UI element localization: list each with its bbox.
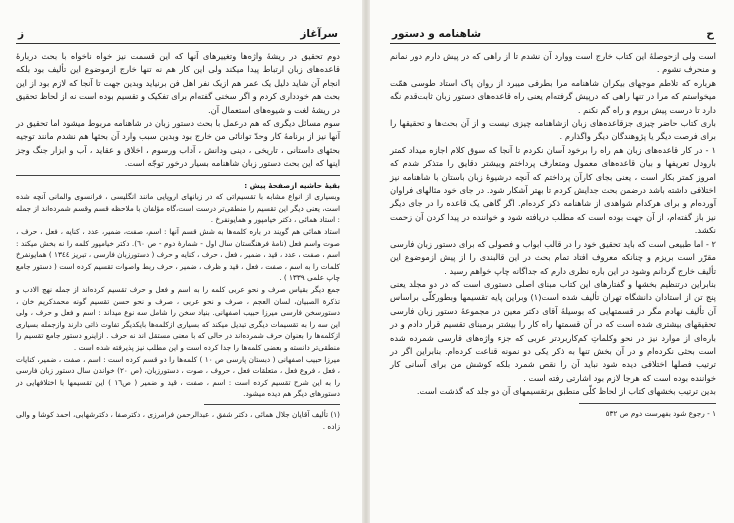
footnotes (16, 180, 340, 400)
paragraph: سوم مسائل دیگری که هم درعمل با بحث دستور زبان در شاهنامه مربوط میشود اما تحقیق در آنها نیز از برنامهٔ کار وحدّ توانائی من خارج بود وبدین سبب وارد آن بحثها هم نشدم مانند توجیه بحثهای داستانی ، تاریخی ، دینی ودانش ، آداب ورسوم ، اخلاق و عقاید ، آب و ابزار جنگ وجز اینها که این بحث دستور زبان شاهنامه بسیار درخور توجّه است. (16, 118, 340, 169)
book-gutter (362, 0, 370, 523)
running-title: سرآغاز (300, 28, 338, 40)
main-text (390, 50, 716, 399)
footnote-paragraph: وبسیاری از انواع مشابه با تقسیم‌اتی که در زبانهای اروپایی مانند انگلیسی ، فرانسوی والمانی آنچه شده است، یعنی دیگر این تقسیم را منطقی‌تر درست است،گاه مؤلفان با ملاحظه قسم وقسم شمرده‌اند از جمله : استاد همائی ، دکتر خیامپور و همایونفرخ . (16, 192, 340, 225)
page-number: ز (18, 28, 25, 40)
paragraph: باری کتاب حاضر چیزی جزقاعده‌های زبان ازشاهنامه چیزی نیست و از آن بحث‌ها و تحقیقها را برای فرصت دیگر یا پژوهندگان دیگر واگذارم . (390, 118, 716, 142)
right-page (370, 0, 734, 523)
paragraph: ١ - در کار قاعده‌های زبان هم راه را برخود آسان نکردم تا آنجا که سوق کلام اجازه میداد کمتر بارودل تعریفها و بیان قاعده‌های معمول ومتعارف پرداختم وبیشتر دقایق را متذکر شدم که امروز کمتر بکار است ، یعنی بجای کارآن پرداختم که آنچه درشیوهٔ زبان باستان با شاهنامه نیز اختلافی داشته باشد درضمن بحث جدایش کردم تا بهتر آشکار شود. در جای خود مثالهای فراوان آورده‌ام و برای هرکدام شواهدی از شاهنامه ذکر کرده‌ام. اگر گاهی یک قاعده را در جای دیگر نیز باز گفته‌ام، از آن جهت بوده است که مطلب دریافته شود و خواننده در پیدا کردن آن زحمت نکشد. (390, 144, 716, 236)
footnote-heading: بقیهٔ حاشیه ازصفحهٔ پیش : (244, 180, 340, 190)
paragraph: ٢ - اما طبیعی است که باید تحقیق خود را در قالب ابواب و فصولی که برای دستور زبان فارسی مقرّر است بریزم و چنانکه معروف افتاد تمام بحث در این قالبندی را از پیش ازموضوع این تألیف خارج گردانم وشود در این باره نظری دارم که جداگانه چاپ خواهم رسید . (390, 238, 716, 276)
footnote-paragraph: استاد همائی هم گویند در باره کلمه‌ها به شش قسم آنها : اسم، صفت، ضمیر، عدد ، کنایه ، فعل ، حرف ، صوت واسم فعل (نامهٔ فرهنگستان سال اول - شمارهٔ دوم - ص ٦٠). دکتر خیامپور کلمه را نه بخش میکند : اسم ، صفت ، عدد ، قید ، ضمیر ، فعل ، حرف ، کنایه و حرف ( دستورزبان فارسی ، تبریز ١٣٤٤ ) همایونفرخ کلمات را به اسم ، صفت ، فعل ، قید و ظرف ، ضمیر ، حرف ربط واصوات تقسیم کرده است ( دستور جامع چاپ علمی ١٣٣٩ ) . (16, 227, 340, 283)
paragraph: دوم تحقیق در ریشهٔ واژه‌ها وتغییرهای آنها که این قسمت نیز خواه ناخواه با بحث دربارهٔ قاعده‌های زبان ارتباط پیدا میکند ولی این کار هم نه تنها خارج ازموضوع این تألیف بود بلکه انجام آن شاید دلیل یک عمر هم ازیک نفر اهل فن برنیاید وبدین جهت تا آنجا که لازم بود از این بحث هم خودداری کردم و اگر سخنی گفته‌ام برای تفکیک و تقسیم بوده است نه از لحاظ تحقیق در ریشهٔ لغت و شیوه‌های استعمال آن. (16, 51, 340, 115)
paragraph: است ولی ازحوصلهٔ این کتاب خارج است ووارد آن نشدم تا از راهی که در پیش دارم دور نمانم و منحرف نشوم . (390, 51, 716, 75)
paragraph: بنابراین درتنظیم بخشها و گفتارهای این کتاب مبنای اصلی دستوری است که در دو مجلد یعنی پنج تن از استادان دانشگاه تهران تألیف شده است(١) وبراین پایه تقسیمها وبطورکلّی براساس آن تألیف نهادم مگر در قسمتهایی که بوسیلهٔ آقای دکتر معین در مجموعهٔ دستور زبان فارسی تحقیقهای بیشتری شده است که در آن قسمتها راه کار را بیشتر برمبنای تقسیم قرار دادم و در باره‌ای از موارد نیز در نحو وکلماتِ کم‌کاربردتر عربی که جزء واژه‌های فارسی شمرده شده است بحثی نکرده‌ام و در آن بخش تنها به ذکر یکی دو نمونه قناعت کرده‌ام. بنابراین اگر در ترتیب فصلها اختلافی دیده شود نباید آن را نقص شمرد بلکه کوشش من برای آسانی کار خواننده بوده است که هرجا لازم بود اشارتی رفته است . (390, 278, 716, 383)
header-rule (390, 43, 716, 44)
main-text (16, 50, 340, 171)
page-number: ح (706, 28, 714, 40)
footnote-rule (16, 175, 340, 176)
header-rule (16, 43, 340, 44)
paragraph: بدین ترتیب بخشهای کتاب از لحاظ کلّی منطبق برتقسیمهای آن دو جلد که گذشت است. (416, 386, 716, 397)
running-title: شاهنامه و دستور (392, 28, 482, 40)
footnote-paragraph: جمع دیگر بقیاس صرف و نحو عربی کلمه را به اسم و فعل و حرف تقسیم کرده‌اند از جمله نهج الادب و تذکرة الصبیان، لسان العجم ، صرف و نحو عربی ، صرف و نحو حسن تقسیم گونه محمدکریم خان ، دستورسخن فارسی میرزا حبیب اصفهانی. بنیاد سخن را شامل سه نوع میداند : اسم و فعل و حرف ، ولی این سه را به تقسیمات دیگری تبدیل میکند که بسیاری ازکلمه‌ها بایکدیگر تفاوت ذاتی دارند وازجمله بسیاری ازکلمه‌ها را بعنوان حرف شمرده‌اند در حالی که با معنی مستقل اند نه حرف . ازاینرو دستور جامع تقسیم را منطقی‌تر دانسته و بعضی کلمه‌ها را جدا کرده است و این مطلب نیز پذیرفته شده است . (16, 285, 340, 352)
left-page (0, 0, 362, 523)
footnote: ١ - رجوع شود بفهرست دوم ص ٥٣٢ (605, 408, 716, 418)
bottom-footnote: (١) تألیف آقایان جلال همائی ، دکتر شفق ، عبدالرحمن فرامرزی ، دکترصفا ، دکترشهابی، احمد کوشا و والی زاده . (16, 409, 340, 431)
right-page-header (390, 28, 716, 43)
left-page-header (16, 28, 340, 43)
paragraph: هرباره که تلاطم موجهای بیکران شاهنامه مرا بطرفی میبرد از روان پاک استاد طوسی همّت میخواستم که مرا در تنها راهی که درپیش گرفته‌ام یعنی راه قاعده‌های دستور زبان ثابت‌قدم نگه دارد تا درست پیش بروم و راه گم نکنم . (390, 77, 716, 115)
footnote-paragraph: میرزا حبیب اصفهانی ( دبستان پارسی ص ١٠ ) کلمه‌ها را دو قسم کرده است : اسم ، صفت ، ضمیر، کنایات ، فعل ، فروع فعل ، متعلقات فعل ، حروف ، صوت ، دستورزبان، (ص ٢٠) خواندن سال دستور زبان فارسی را به این شرح تقسیم کرده است : اسم ، صفت ، قید و ضمیر ( ص١٦ ) این تقسیمها با اختلافهایی در دستورهای دیگر هم دیده میشود. (16, 354, 340, 399)
footnote-rule (579, 403, 716, 404)
footnote-rule (204, 404, 340, 405)
